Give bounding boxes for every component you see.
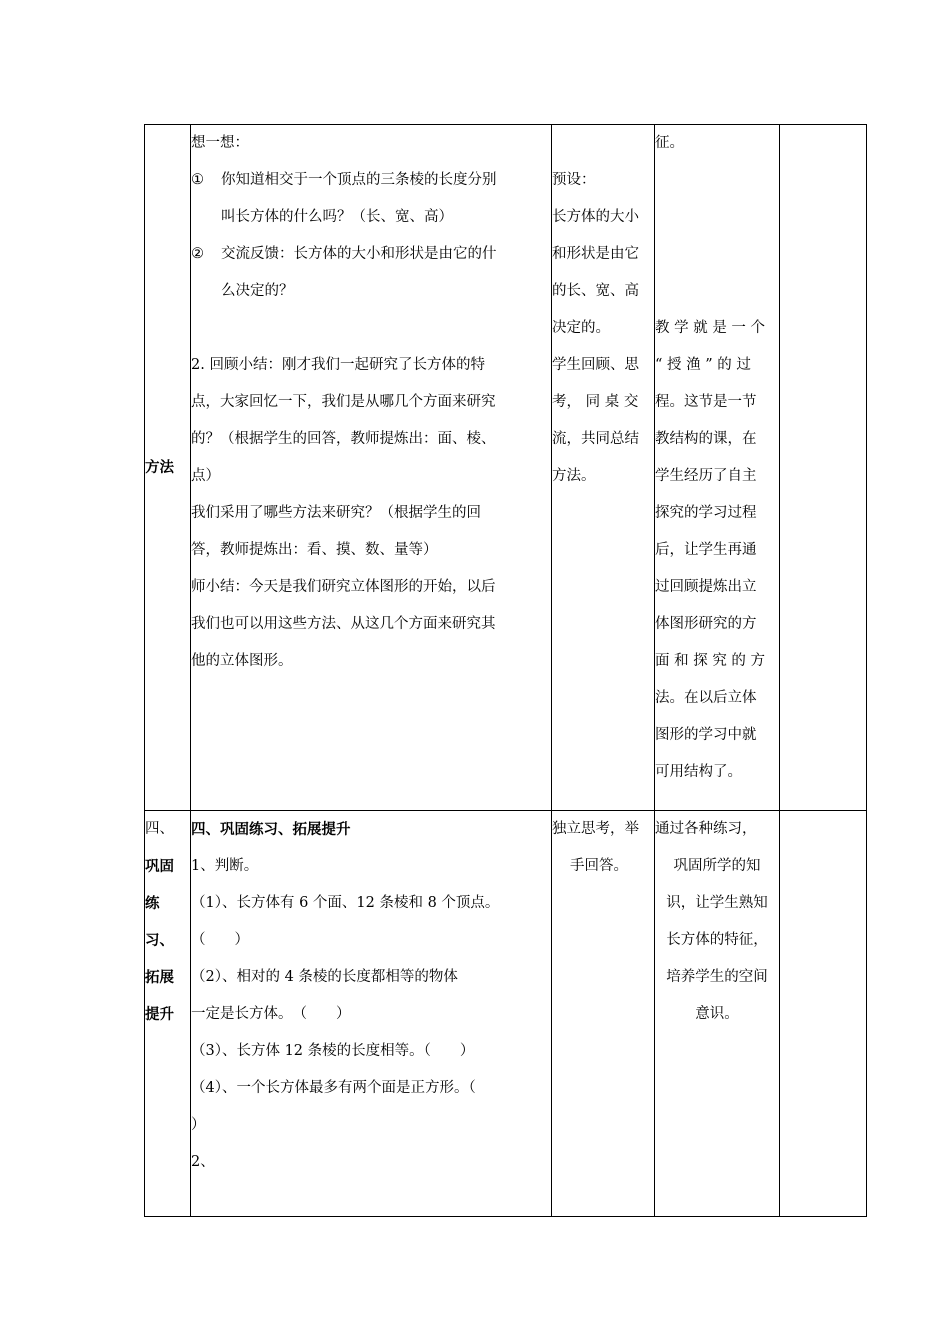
design-line-4: 长方体的特征， [666, 932, 768, 948]
student-line-4: 的长、宽、高 [552, 283, 639, 299]
design-line-14: 可用结构了。 [655, 764, 742, 780]
review-line-4: 点） [191, 468, 220, 484]
judge-title: 1、判断。 [191, 858, 259, 874]
question-1-number: ① [191, 172, 204, 188]
judge-item-1-answer: （ ） [191, 932, 249, 948]
content-cell-method [191, 125, 552, 811]
design-cell-method [655, 125, 780, 811]
student-line-2: 手回答。 [570, 858, 628, 874]
design-line-2: 教 学 就 是 一 个 [655, 320, 766, 336]
method-line-2: 答，教师提炼出：看、摸、数、量等） [191, 542, 438, 558]
blank-column-cell-practice [780, 811, 867, 1217]
question-2 [191, 236, 551, 273]
design-line-10: 体图形研究的方 [655, 616, 757, 632]
design-line-3: 识，让学生熟知 [666, 895, 768, 911]
design-line-12: 法。在以后立体 [655, 690, 757, 706]
review-line-2: 点，大家回忆一下，我们是从哪几个方面来研究 [191, 394, 496, 410]
table-row-method [145, 125, 867, 811]
summary-line-3: 他的立体图形。 [191, 653, 293, 669]
judge-item-4-cont: ） [191, 1117, 206, 1133]
stage-line-6: 提升 [145, 1006, 174, 1023]
content-cell-practice [191, 811, 552, 1217]
exercise-2-label: 2、 [191, 1154, 215, 1170]
review-line-1: 2. 回顾小结：刚才我们一起研究了长方体的特 [191, 357, 485, 373]
design-line-6: 意识。 [695, 1006, 739, 1022]
lesson-plan-table [144, 124, 867, 1217]
stage-line-4: 习、 [145, 932, 174, 949]
question-1 [191, 162, 551, 199]
blank-line [655, 273, 779, 310]
question-2-line-2: 么决定的？ [221, 283, 294, 299]
student-line-2: 长方体的大小 [552, 209, 639, 225]
stage-line-5: 拓展 [145, 969, 174, 986]
method-line-1: 我们采用了哪些方法来研究？（根据学生的回 [191, 505, 481, 521]
question-2-number: ② [191, 246, 204, 262]
table-row-practice [145, 811, 867, 1217]
blank-column-cell-method [780, 125, 867, 811]
judge-item-2-cont: 一定是长方体。 （ ） [191, 1006, 351, 1022]
blank-line [655, 162, 779, 199]
stage-label-method: 方法 [145, 459, 174, 476]
student-line-1: 独立思考，举 [552, 821, 639, 837]
summary-line-1: 师小结：今天是我们研究立体图形的开始，以后 [191, 579, 496, 595]
student-line-9: 方法。 [552, 468, 596, 484]
blank-line [655, 236, 779, 273]
student-line-7: 考， 同 桌 交 [552, 394, 639, 410]
judge-item-1: （1）、长方体有 6 个面、12 条棱和 8 个顶点。 [191, 895, 500, 911]
student-line-3: 和形状是由它 [552, 246, 639, 262]
stage-cell-method [145, 125, 191, 811]
design-line-3: “ 授 渔 ” 的 过 [655, 357, 751, 373]
design-line-13: 图形的学习中就 [655, 727, 757, 743]
student-cell-practice [552, 811, 655, 1217]
stage-cell-practice [145, 811, 191, 1217]
design-line-1: 征。 [655, 135, 684, 151]
design-line-9: 过回顾提炼出立 [655, 579, 757, 595]
question-1-line-1: 你知道相交于一个顶点的三条棱的长度分别 [221, 172, 497, 188]
question-1-line-2: 叫长方体的什么吗？（长、宽、高） [221, 209, 453, 225]
blank-line [191, 310, 551, 347]
judge-item-4: （4）、一个长方体最多有两个面是正方形。（ [191, 1080, 476, 1096]
student-cell-method [552, 125, 655, 811]
judge-item-2: （2）、相对的 4 条棱的长度都相等的物体 [191, 969, 458, 985]
judge-item-3: （3）、长方体 12 条棱的长度相等。（ ） [191, 1043, 475, 1059]
design-line-4: 程。这节是一节 [655, 394, 757, 410]
student-line-6: 学生回顾、思 [552, 357, 639, 373]
stage-line-3: 练 [145, 895, 160, 912]
summary-line-2: 我们也可以用这些方法、从这几个方面来研究其 [191, 616, 496, 632]
blank-line [655, 199, 779, 236]
design-line-8: 后，让学生再通 [655, 542, 757, 558]
think-title: 想一想： [191, 135, 249, 151]
review-line-3: 的？（根据学生的回答，教师提炼出：面、棱、 [191, 431, 496, 447]
design-line-5: 培养学生的空间 [666, 969, 768, 985]
question-2-line-1: 交流反馈：长方体的大小和形状是由它的什 [221, 246, 497, 262]
stage-line-2: 巩固 [145, 858, 174, 875]
student-line-1: 预设： [552, 172, 596, 188]
practice-heading: 四、巩固练习、拓展提升 [191, 821, 351, 838]
design-line-2: 巩固所学的知 [673, 858, 761, 874]
stage-line-1: 四、 [145, 821, 174, 837]
design-line-6: 学生经历了自主 [655, 468, 757, 484]
blank-line [552, 125, 654, 162]
student-line-8: 流，共同总结 [552, 431, 639, 447]
design-line-1: 通过各种练习， [655, 821, 757, 837]
design-line-7: 探究的学习过程 [655, 505, 757, 521]
design-line-5: 教结构的课，在 [655, 431, 757, 447]
design-cell-practice [655, 811, 780, 1217]
student-line-5: 决定的。 [552, 320, 610, 336]
design-line-11: 面 和 探 究 的 方 [655, 653, 766, 669]
